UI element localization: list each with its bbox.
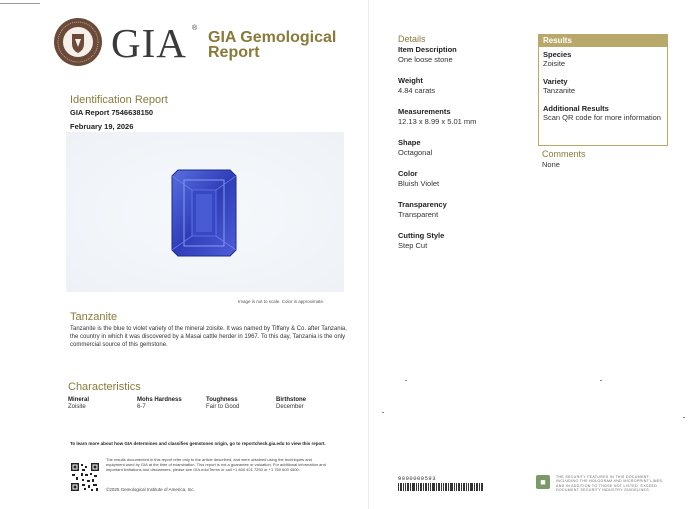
detail-item-weight — [398, 76, 528, 95]
char-birthstone — [276, 397, 306, 410]
detail-label: Measurements — [398, 107, 451, 116]
result-label: Species — [543, 50, 572, 59]
result-value: Tanzanite — [543, 86, 576, 95]
detail-label: Color — [398, 169, 418, 178]
detail-label: Shape — [398, 138, 421, 147]
security-dot — [405, 380, 407, 381]
detail-item-transparency — [398, 200, 528, 219]
result-label: Additional Results — [543, 104, 609, 113]
report-title — [208, 30, 336, 60]
char-hardness — [137, 397, 182, 410]
image-scale-note: Image is not to scale. Color is approximate. — [238, 299, 325, 304]
detail-value: Bluish Violet — [398, 179, 440, 188]
corner-rule — [0, 3, 40, 4]
detail-item-description — [398, 45, 528, 64]
char-value: December — [276, 404, 304, 410]
security-dot — [382, 412, 384, 413]
char-toughness — [206, 397, 239, 410]
security-lock-icon: ■ — [536, 475, 550, 489]
gia-seal-icon — [53, 17, 103, 67]
detail-label: Cutting Style — [398, 231, 445, 240]
char-mineral — [68, 397, 89, 410]
char-label: Mohs Hardness — [137, 397, 182, 403]
detail-value: Octagonal — [398, 148, 433, 157]
result-value: Zoisite — [543, 59, 566, 68]
stone-name-heading: Tanzanite — [70, 311, 118, 323]
detail-value: 12.13 x 8.99 x 5.01 mm — [398, 117, 477, 126]
details-section — [398, 34, 528, 262]
char-value: 6-7 — [137, 404, 146, 410]
comments-value: None — [542, 160, 560, 169]
report-title-line1: GIA Gemological — [208, 29, 337, 46]
results-box — [538, 34, 668, 146]
char-value: Fair to Good — [206, 404, 240, 410]
detail-value: One loose stone — [398, 55, 453, 64]
detail-label: Weight — [398, 76, 423, 85]
detail-item-color — [398, 169, 528, 188]
characteristics-heading: Characteristics — [68, 381, 141, 393]
gia-logo-text: GIA — [111, 20, 187, 66]
detail-value: 4.84 carats — [398, 86, 436, 95]
disclaimer-text: The results documented in this report refer only to the article described, and were obtained using the techniques and equipment used by GIA at the time of examination. This report is not a guarantee or valuation. For additional information and important limitations and disclaimers, please see GIA.edu/Terms or call +1 800 421 7250 or +1 760 603 4500. — [106, 457, 326, 472]
identification-title: Identification Report — [70, 94, 168, 106]
char-label: Toughness — [206, 397, 238, 403]
comments-heading: Comments — [542, 149, 586, 159]
qr-code-icon[interactable] — [70, 462, 100, 492]
copyright-text: ©2025 Gemological Institute of America, Inc. — [106, 487, 195, 492]
report-number: GIA Report 7546638150 — [70, 108, 154, 117]
report-date: February 19, 2026 — [70, 122, 134, 131]
gemstone-photo — [66, 132, 344, 292]
registered-mark: ® — [192, 25, 198, 32]
barcode-icon — [398, 483, 484, 491]
results-heading: Results — [539, 35, 667, 47]
page-fold-divider — [368, 0, 369, 509]
comments-section — [542, 149, 586, 169]
detail-value: Step Cut — [398, 241, 428, 250]
report-title-line2: Report — [208, 44, 260, 61]
result-value: Scan QR code for more information — [543, 113, 661, 122]
stone-description: Tanzanite is the blue to violet variety of the mineral zoisite. It was named by Tiffany & Co. after Tanzania, the country in which it was discovered by a Masai cattle herder in 1967. To this day, Tanzania is the only commercial source of this gemstone. — [70, 326, 347, 348]
security-dot — [683, 417, 685, 418]
result-item-species — [539, 50, 667, 68]
result-label: Variety — [543, 77, 568, 86]
security-dot — [600, 380, 602, 381]
barcode-number: 9000009593 — [398, 475, 437, 482]
detail-label: Transparency — [398, 200, 447, 209]
detail-item-measurements — [398, 107, 528, 126]
security-note: THE SECURITY FEATURES IN THIS DOCUMENT, INCLUDING THE HOLOGRAM AND MICROPRINT LINES, AND IN ADDITION TO THOSE NOT LISTED, EXCEED DOCUMENT SECURITY INDUSTRY GUIDELINES. — [556, 475, 664, 493]
char-value: Zoisite — [68, 404, 86, 410]
detail-value: Transparent — [398, 210, 439, 219]
result-item-variety — [539, 77, 667, 95]
learn-more-text: To learn more about how GIA determines and classifies gemstones origin, go to reportcheck.gia.edu to view this report. — [70, 441, 326, 446]
detail-item-cutting-style — [398, 231, 528, 250]
char-label: Birthstone — [276, 397, 306, 403]
char-label: Mineral — [68, 397, 90, 403]
detail-item-shape — [398, 138, 528, 157]
result-item-additional — [539, 104, 667, 122]
detail-label: Item Description — [398, 45, 457, 54]
details-heading: Details — [398, 34, 426, 44]
